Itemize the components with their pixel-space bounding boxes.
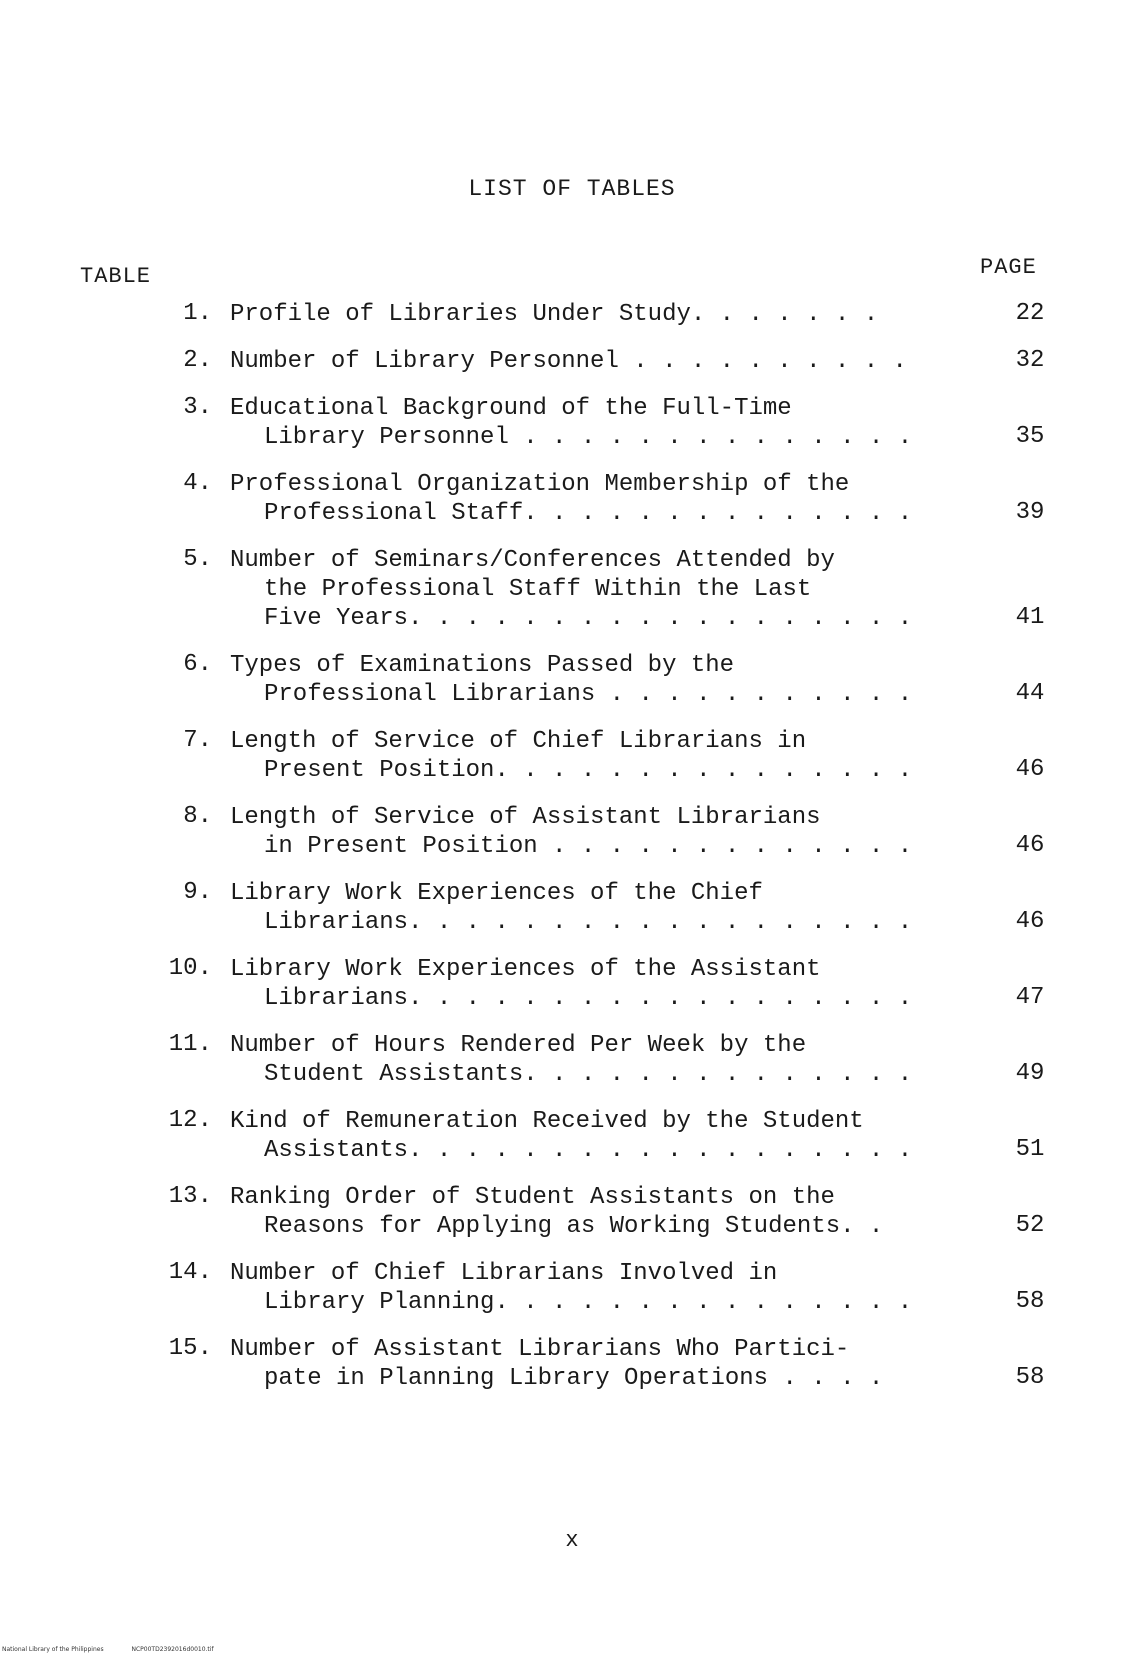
list-item [0, 803, 1144, 861]
page-reference: 52 [1015, 1212, 1045, 1239]
table-caption [230, 1031, 970, 1089]
table-number: 8. [183, 803, 212, 830]
table-caption [230, 955, 970, 1013]
caption-line: Librarians. . . . . . . . . . . . . . . . . . [264, 909, 913, 936]
list-item [0, 1335, 1144, 1393]
list-item [0, 394, 1144, 452]
caption-line: Reasons for Applying as Working Students. . [264, 1213, 884, 1240]
page-reference: 46 [1015, 832, 1045, 859]
page-reference: 22 [1015, 300, 1045, 327]
scan-footer-source: National Library of the Philippines [2, 1646, 104, 1653]
page-reference: 47 [1015, 984, 1045, 1011]
table-caption [230, 651, 970, 709]
caption-line: Librarians. . . . . . . . . . . . . . . . . . [264, 985, 913, 1012]
list-item [0, 727, 1144, 785]
caption-line: Number of Assistant Librarians Who Partici- [230, 1336, 850, 1363]
list-item [0, 879, 1144, 937]
page-reference: 32 [1015, 347, 1045, 374]
page-reference: 44 [1015, 680, 1045, 707]
list-item [0, 470, 1144, 528]
page-title: LIST OF TABLES [468, 176, 676, 202]
table-caption [230, 394, 970, 452]
table-caption [230, 347, 970, 376]
table-caption [230, 1107, 970, 1165]
caption-line: Professional Organization Membership of the [230, 471, 850, 498]
page-reference: 58 [1015, 1288, 1045, 1315]
table-number: 6. [183, 651, 212, 678]
caption-line: pate in Planning Library Operations . . . . [264, 1365, 884, 1392]
page-number: x [565, 1528, 579, 1553]
table-number: 7. [183, 727, 212, 754]
page-reference: 46 [1015, 908, 1045, 935]
table-caption [230, 727, 970, 785]
page-column-header: PAGE [980, 255, 1037, 280]
table-number: 11. [168, 1031, 212, 1058]
caption-line: Professional Staff. . . . . . . . . . . . . . [264, 500, 913, 527]
caption-line: the Professional Staff Within the Last [264, 576, 812, 603]
table-number: 1. [183, 300, 212, 327]
caption-line: Library Personnel . . . . . . . . . . . . . . [264, 424, 913, 451]
caption-line: Number of Hours Rendered Per Week by the [230, 1032, 807, 1059]
caption-line: Ranking Order of Student Assistants on the [230, 1184, 835, 1211]
page-reference: 46 [1015, 756, 1045, 783]
table-caption [230, 300, 970, 329]
caption-line: Library Work Experiences of the Assistant [230, 956, 821, 983]
caption-line: Number of Library Personnel . . . . . . . . . . [230, 348, 907, 375]
caption-line: Educational Background of the Full-Time [230, 395, 792, 422]
caption-line: Professional Librarians . . . . . . . . . . . [264, 681, 913, 708]
caption-line: Number of Seminars/Conferences Attended by [230, 547, 835, 574]
caption-line: Types of Examinations Passed by the [230, 652, 735, 679]
table-number: 10. [168, 955, 212, 982]
table-number: 13. [168, 1183, 212, 1210]
caption-line: Number of Chief Librarians Involved in [230, 1260, 778, 1287]
list-item [0, 1259, 1144, 1317]
table-number: 12. [168, 1107, 212, 1134]
table-caption [230, 1259, 970, 1317]
caption-line: Library Work Experiences of the Chief [230, 880, 763, 907]
list-item [0, 347, 1144, 376]
table-number: 2. [183, 347, 212, 374]
page-reference: 35 [1015, 423, 1045, 450]
table-caption [230, 470, 970, 528]
table-number: 4. [183, 470, 212, 497]
page-reference: 41 [1015, 604, 1045, 631]
caption-line: Kind of Remuneration Received by the Student [230, 1108, 864, 1135]
table-number: 15. [168, 1335, 212, 1362]
list-item [0, 651, 1144, 709]
table-number: 3. [183, 394, 212, 421]
page-reference: 39 [1015, 499, 1045, 526]
page-reference: 51 [1015, 1136, 1045, 1163]
caption-line: Student Assistants. . . . . . . . . . . . . . [264, 1061, 913, 1088]
table-caption [230, 1335, 970, 1393]
caption-line: Assistants. . . . . . . . . . . . . . . . . . [264, 1137, 913, 1164]
table-caption [230, 803, 970, 861]
scan-footer-filename: NCP00TD2392016d0010.tif [131, 1646, 214, 1653]
caption-line: Library Planning. . . . . . . . . . . . . . . [264, 1289, 913, 1316]
table-number: 9. [183, 879, 212, 906]
list-item [0, 1183, 1144, 1241]
table-caption [230, 546, 970, 633]
caption-line: Present Position. . . . . . . . . . . . . . . [264, 757, 913, 784]
caption-line: Length of Service of Chief Librarians in [230, 728, 807, 755]
table-number: 14. [168, 1259, 212, 1286]
caption-line: Profile of Libraries Under Study. . . . . . . [230, 301, 879, 328]
list-item [0, 1031, 1144, 1089]
caption-line: Length of Service of Assistant Librarians [230, 804, 821, 831]
page-reference: 49 [1015, 1060, 1045, 1087]
list-item [0, 300, 1144, 329]
table-caption [230, 1183, 970, 1241]
table-caption [230, 879, 970, 937]
scan-footer [2, 1646, 240, 1653]
list-item [0, 1107, 1144, 1165]
list-item [0, 546, 1144, 633]
table-column-header: TABLE [80, 264, 152, 289]
table-number: 5. [183, 546, 212, 573]
list-item [0, 955, 1144, 1013]
page-reference: 58 [1015, 1364, 1045, 1391]
caption-line: Five Years. . . . . . . . . . . . . . . . . . [264, 605, 913, 632]
caption-line: in Present Position . . . . . . . . . . . . . [264, 833, 913, 860]
